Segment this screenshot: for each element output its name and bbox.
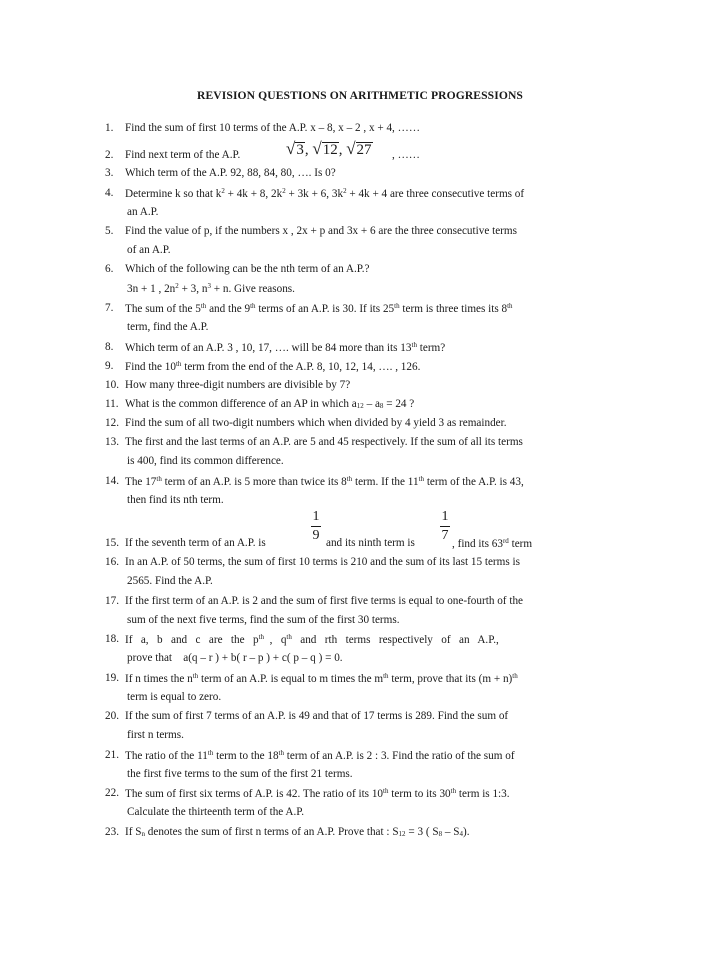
question-number: 22. — [105, 787, 119, 799]
question-number: 6. — [105, 263, 114, 275]
question-text-a: If the seventh term of an A.P. is — [125, 537, 266, 549]
question-number: 5. — [105, 225, 114, 237]
question-text: Which term of an A.P. 3 , 10, 17, …. will be 84 more than its 13th term? — [125, 341, 446, 354]
question-text: Find next term of the A.P. — [125, 149, 241, 161]
question-text: The sum of first six terms of A.P. is 42. The ratio of its 10th term to its 30th term is 1:3. — [125, 787, 510, 800]
question-continuation: an A.P. — [127, 206, 159, 218]
question-number: 15. — [105, 537, 119, 549]
question-text: What is the common difference of an AP in which $a_{12} - a_8 = 24$ ? — [125, 398, 415, 410]
question-text-c: , find its 63rd term — [452, 537, 533, 550]
page-title: REVISION QUESTIONS ON ARITHMETIC PROGRESSIONS — [197, 89, 523, 102]
question-continuation: of an A.P. — [127, 244, 171, 256]
question-continuation: the first five terms to the sum of the first 21 terms. — [127, 768, 353, 780]
question-continuation: first n terms. — [127, 729, 184, 741]
question-number: 16. — [105, 556, 119, 568]
question-number: 23. — [105, 826, 119, 838]
question-text: The ratio of the 11th term to the 18th term of an A.P. is 2 : 3. Find the ratio of the sum of — [125, 749, 515, 762]
fraction-one-ninth: 1 9 — [312, 509, 320, 543]
question-continuation: 2565. Find the A.P. — [127, 575, 213, 587]
question-number: 12. — [105, 417, 119, 429]
question-continuation: prove that a(q – r ) + b( r – p ) + c( p – q ) = 0. — [127, 652, 343, 664]
radicand: 12 — [322, 142, 338, 158]
question-number: 17. — [105, 595, 119, 607]
fraction-one-seventh: 1 7 — [441, 509, 449, 543]
question-number: 2. — [105, 149, 114, 161]
radical-sequence: √3, √12, √27 — [286, 139, 372, 158]
question-text: The first and the last terms of an A.P. are 5 and 45 respectively. If the sum of all its terms — [125, 436, 523, 448]
question-number: 14. — [105, 475, 119, 487]
question-text: Find the 10th term from the end of the A.P. 8, 10, 12, 14, …. , 126. — [125, 360, 421, 373]
question-number: 21. — [105, 749, 119, 761]
question-number: 7. — [105, 302, 114, 314]
radicand: 3 — [296, 142, 304, 158]
question-number: 9. — [105, 360, 114, 372]
question-number: 19. — [105, 672, 119, 684]
question-text-b: and its ninth term is — [326, 537, 415, 549]
question-number: 8. — [105, 341, 114, 353]
question-text: Which term of the A.P. 92, 88, 84, 80, …. Is 0? — [125, 167, 336, 179]
question-text: If the sum of first 7 terms of an A.P. is 49 and that of 17 terms is 289. Find the sum of — [125, 710, 509, 722]
question-text: If a, b and c are the $p^{th}$ , $q^{th}$ and rth terms respectively of an A.P., — [125, 633, 499, 646]
question-number: 1. — [105, 122, 114, 134]
question-continuation: sum of the next five terms, find the sum of the first 30 terms. — [127, 614, 400, 626]
question-continuation: then find its nth term. — [127, 494, 224, 506]
question-number: 4. — [105, 187, 114, 199]
question-text: Determine k so that $k^2 + 4k + 8$, $2k^2 + 3k + 6$, $3k^2 + 4k + 4$ are three consecutive terms of — [125, 187, 525, 200]
question-text: How many three-digit numbers are divisible by 7? — [125, 379, 351, 391]
question-text: If $S_n$ denotes the sum of first n terms of an A.P. Prove that : $S_{12} = 3$ ( $S_8 - S_4$). — [125, 826, 470, 838]
question-text: The sum of the 5th and the 9th terms of an A.P. is 30. If its 25th term is three times its 8th — [125, 302, 513, 315]
question-number: 13. — [105, 436, 119, 448]
question-text: Find the value of p, if the numbers x , 2x + p and 3x + 6 are the three consecutive terms — [125, 225, 517, 237]
question-text: Find the sum of all two-digit numbers which when divided by 4 yield 3 as remainder. — [125, 417, 507, 429]
question-number: 11. — [105, 398, 119, 410]
question-text: If n times the $n^{th}$ term of an A.P. is equal to m times the $m^{th}$ term, prove that its $(m + n)^{th}$ — [125, 672, 518, 685]
question-number: 10. — [105, 379, 119, 391]
question-text: In an A.P. of 50 terms, the sum of first 10 terms is 210 and the sum of its last 15 terms is — [125, 556, 520, 568]
question-continuation: is 400, find its common difference. — [127, 455, 284, 467]
question-number: 20. — [105, 710, 119, 722]
question-text: Which of the following can be the nth term of an A.P.? — [125, 263, 370, 275]
question-continuation: 3n + 1 , $2n^2 + 3$, $n^3 + n$. Give reasons. — [127, 282, 295, 295]
question-text: If the first term of an A.P. is 2 and the sum of first five terms is equal to one-fourth of the — [125, 595, 524, 607]
question-number: 18. — [105, 633, 119, 645]
question-number: 3. — [105, 167, 114, 179]
question-text: The 17th term of an A.P. is 5 more than twice its 8th term. If the 11th term of the A.P. is 43, — [125, 475, 524, 488]
radicand: 27 — [356, 142, 372, 158]
question-continuation: term, find the A.P. — [127, 321, 209, 333]
question-continuation: Calculate the thirteenth term of the A.P. — [127, 806, 305, 818]
question-text: Find the sum of first 10 terms of the A.P. x – 8, x – 2 , x + 4, …… — [125, 122, 421, 134]
question-tail: , …… — [392, 149, 420, 161]
question-continuation: term is equal to zero. — [127, 691, 222, 703]
